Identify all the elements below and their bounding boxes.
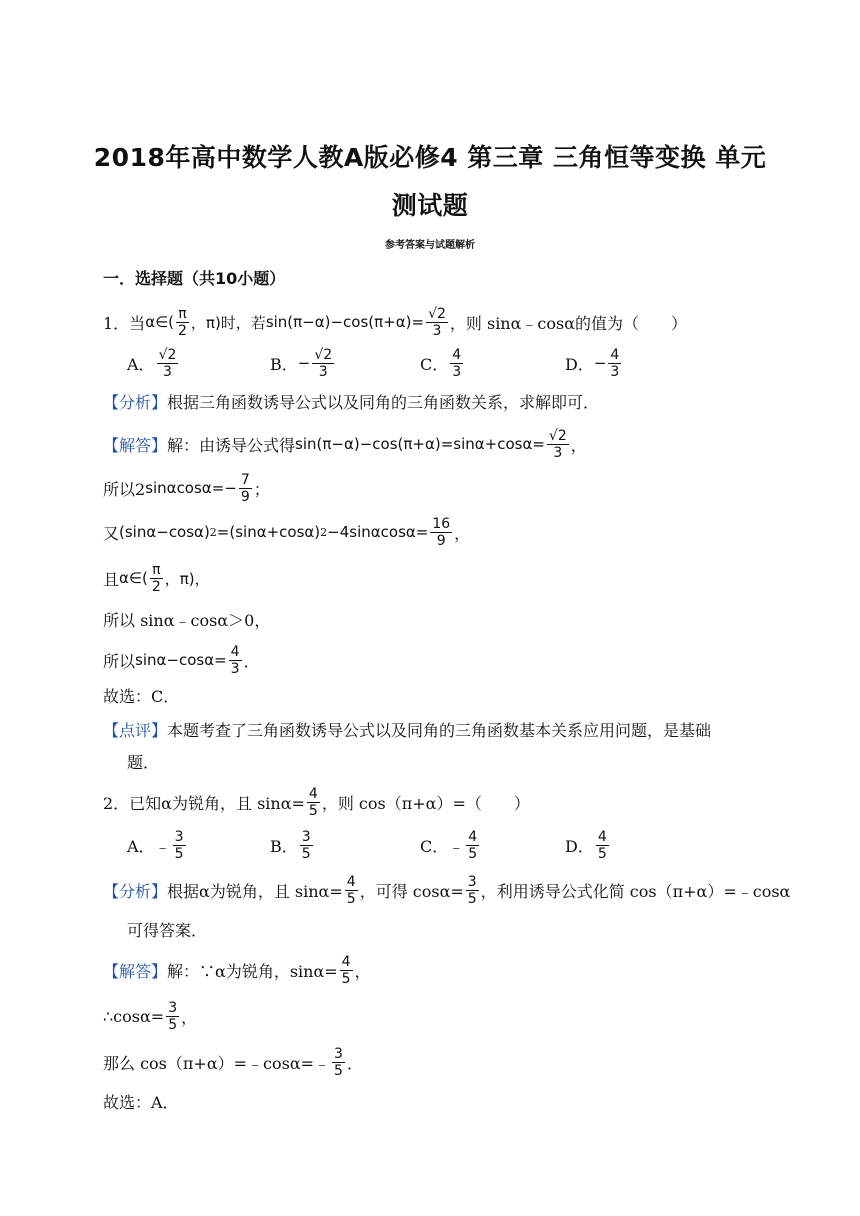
q2-step-1: ∴cosα= $\frac{3}{5}$ ，	[103, 999, 198, 1033]
document-title: 2018年高中数学人教A版必修4 第三章 三角恒等变换 单元	[93, 143, 767, 172]
q2-option-a: A． ﹣ $\frac{3}{5}$	[127, 828, 184, 862]
q1-option-c: C． $\frac{4}{3}$	[420, 346, 462, 380]
q1-tail: ，则 sinα﹣cosα的值为（ ）	[449, 313, 688, 333]
q1-prefix: 1．当	[103, 313, 146, 333]
answer-tag: 【解答】	[103, 961, 168, 981]
analysis-tag: 【分析】	[103, 392, 168, 412]
q2-analysis-cont: 可得答案．	[127, 920, 208, 940]
question-2: 2．已知α为锐角，且 sinα= $\frac{4}{5}$ ，则 cos（π+α）=（ ）	[103, 785, 530, 819]
analysis-tag: 【分析】	[103, 881, 168, 901]
q1-pi-over-2: $\frac{\pi}{2}$	[178, 305, 187, 339]
q1-choice: 故选：C．	[103, 686, 180, 706]
q1-step-2: 所以2 sinαcosα=− $\frac{7}{9}$ ；	[103, 471, 270, 505]
q1-step-6: 所以 sinα−cosα= $\frac{4}{3}$ ．	[103, 643, 260, 677]
document-title-continued: 测试题	[391, 191, 469, 220]
comment-tag: 【点评】	[103, 720, 168, 740]
q1-step-4: 且 α∈( $\frac{\pi}{2}$ ，π)，	[103, 561, 210, 595]
q2-option-d: D． $\frac{4}{5}$	[565, 828, 607, 862]
q1-alpha-in: α∈(	[145, 313, 174, 331]
document-subtitle: 参考答案与试题解析	[385, 240, 475, 251]
question-1	[103, 302, 687, 342]
q1-comment-cont: 题．	[127, 752, 160, 772]
q1-interval-end: ，π)时，若	[190, 313, 266, 332]
q2-option-c: C． ﹣ $\frac{4}{5}$	[420, 828, 478, 862]
q2-choice: 故选：A．	[103, 1092, 179, 1112]
q2-step-2: 那么 cos（π+α）=﹣cosα=﹣ $\frac{3}{5}$ ．	[103, 1045, 363, 1079]
q1-comment: 【点评】 本题考查了三角函数诱导公式以及同角的三角函数基本关系应用问题，是基础	[103, 714, 711, 744]
q2-option-b: B． $\frac{3}{5}$	[270, 828, 311, 862]
q1-analysis: 【分析】 根据三角函数诱导公式以及同角的三角函数关系，求解即可．	[103, 386, 599, 416]
answer-tag: 【解答】	[103, 435, 168, 455]
q2-analysis: 【分析】 根据α为锐角，且 sinα= $\frac{4}{5}$ ，可得 cosα= $\frac{3}{5}$ ，利用诱导公式化简 cos（π+α）=﹣cosα	[103, 873, 791, 907]
q1-option-d: D． − $\frac{4}{3}$	[565, 346, 620, 380]
q1-option-b: B． − $\frac{√2}{3}$	[270, 346, 333, 380]
section-heading: 一．选择题（共10小题）	[103, 268, 286, 288]
q1-step-3: 又 (sinα−cosα) 2 =(sinα+cosα) 2 −4sinαcosα= $\frac{16}{9}$ ，	[103, 515, 471, 549]
q1-expression: sin(π−α)−cos(π+α)=	[265, 313, 425, 331]
q1-option-a: A． $\frac{√2}{3}$	[127, 346, 177, 380]
q2-answer: 【解答】 解：∵α为锐角，sinα= $\frac{4}{5}$ ，	[103, 953, 371, 987]
q1-step-5: 所以 sinα﹣cosα＞0，	[103, 610, 271, 630]
q1-answer: 【解答】 解：由诱导公式得 sin(π−α)−cos(π+α)=sinα+cosα= $\frac{√2}{3}$ ，	[103, 427, 587, 461]
q1-sqrt2-over-3: $\frac{√2}{3}$	[428, 305, 446, 339]
